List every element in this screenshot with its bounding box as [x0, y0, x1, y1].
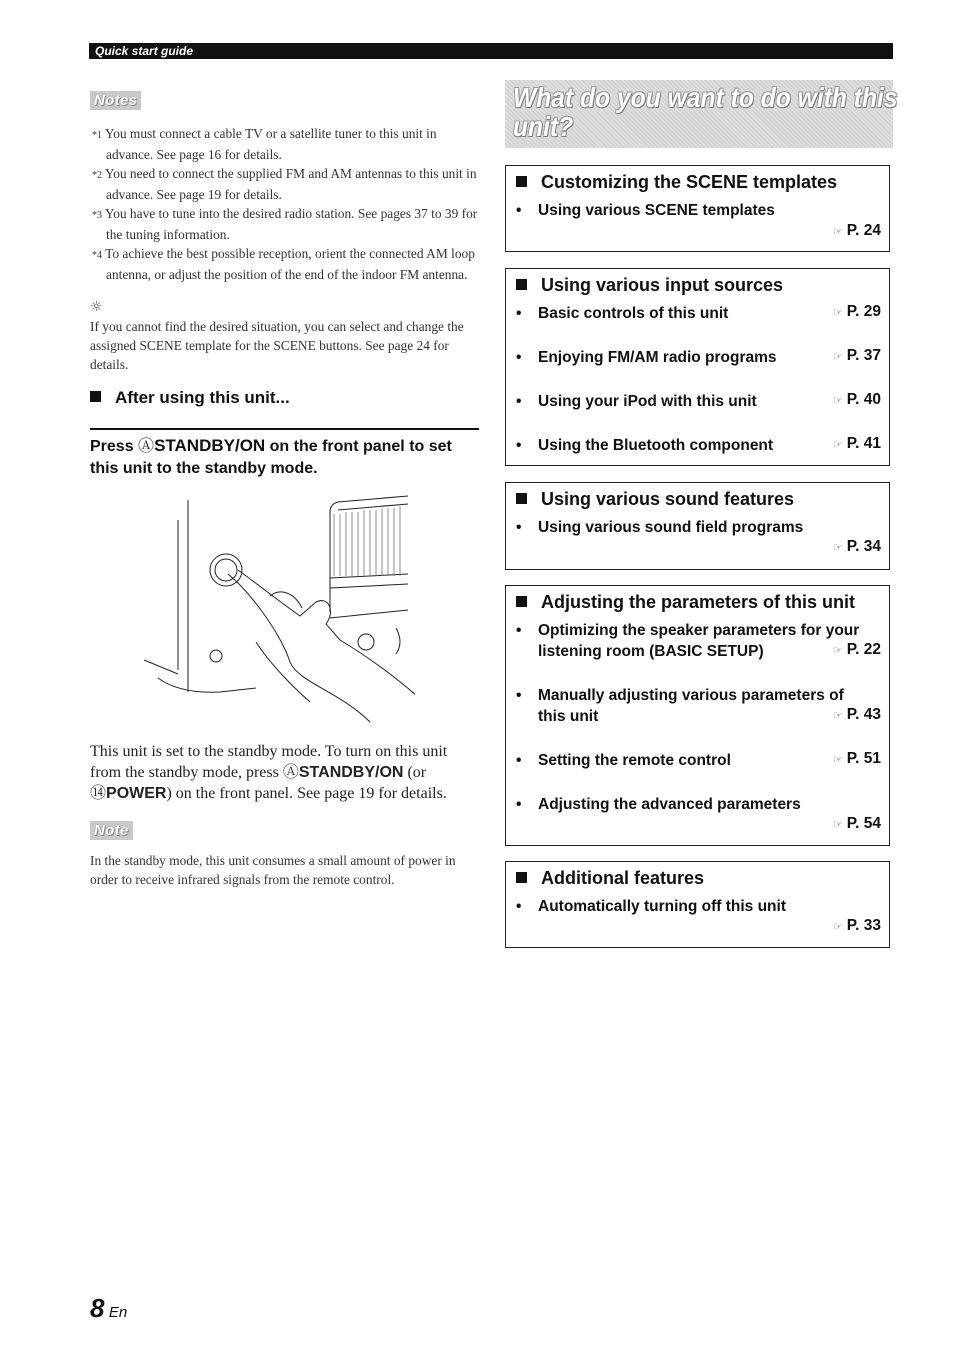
section-heading: Adjusting the parameters of this unit [516, 592, 855, 613]
bullet-icon: • [516, 898, 522, 915]
page-ref[interactable]: ☞ P. 22 [832, 641, 881, 658]
bullet-icon: • [516, 393, 522, 410]
page-title-banner [505, 80, 898, 148]
section-label: Quick start guide [95, 44, 194, 58]
page-ref[interactable]: ☞ P. 40 [832, 391, 881, 408]
note-item: *2 You need to connect the supplied FM and AM antennas to this unit in advance. See page 19 for details. [92, 166, 477, 202]
page-number: 8 En [90, 1293, 128, 1323]
tip-block [90, 298, 480, 374]
square-bullet-icon [90, 391, 101, 402]
tip-text: If you cannot find the desired situation, you can select and change the assigned SCENE template for the SCENE buttons. See page 24 for details. [90, 319, 464, 372]
note-item: *1 You must connect a cable TV or a satellite tuner to this unit in advance. See page 16 for details. [92, 126, 437, 162]
pointing-hand-icon: ☞ [832, 350, 843, 363]
bullet-icon: • [516, 202, 522, 219]
bullet-icon: • [516, 519, 522, 536]
page-title: What do you want to do with this unit? [513, 82, 898, 142]
list-item: • Using various sound field programs [516, 519, 804, 536]
receiver-front-panel-illustration [140, 492, 415, 732]
pointing-hand-icon: ☞ [832, 753, 843, 766]
section-box-input-sources [505, 268, 890, 466]
list-item: • Basic controls of this unit [516, 305, 729, 322]
section-header-bar [89, 43, 893, 59]
note-item: *3 You have to tune into the desired radio station. See pages 37 to 39 for the tuning information. [92, 206, 478, 242]
page-ref[interactable]: ☞ P. 41 [832, 435, 881, 452]
page-ref[interactable]: ☞ P. 24 [832, 222, 881, 239]
standby-note-text: In the standby mode, this unit consumes a small amount of power in order to receive infrared signals from the remote control. [90, 853, 456, 887]
page-ref[interactable]: ☞ P. 51 [832, 750, 881, 767]
standby-instruction: Press ⒶSTANDBY/ON on the front panel to set this unit to the standby mode. [90, 436, 452, 477]
after-using-heading: After using this unit... [90, 388, 290, 408]
list-item: • Enjoying FM/AM radio programs [516, 349, 777, 366]
bullet-icon: • [516, 437, 522, 454]
section-box-scene [505, 165, 890, 252]
section-heading: Customizing the SCENE templates [516, 172, 837, 193]
pointing-hand-icon: ☞ [832, 394, 843, 407]
list-item: • Using the Bluetooth component [516, 437, 774, 454]
section-box-parameters [505, 585, 890, 846]
notes-list [92, 124, 480, 284]
bullet-icon: • [516, 796, 522, 813]
list-item: • Optimizing the speaker parameters for your listening room (BASIC SETUP) [516, 622, 860, 660]
section-box-additional [505, 861, 890, 948]
list-item: • Using various SCENE templates [516, 202, 775, 219]
bullet-icon: • [516, 752, 522, 769]
pointing-hand-icon: ☞ [832, 644, 843, 657]
pointing-hand-icon: ☞ [832, 438, 843, 451]
section-heading: Using various input sources [516, 275, 783, 296]
notes-tag: Notes [90, 91, 141, 110]
page-ref[interactable]: ☞ P. 29 [832, 303, 881, 320]
heading-rule [90, 428, 479, 430]
list-item: • Setting the remote control [516, 752, 731, 769]
section-heading: Using various sound features [516, 489, 794, 510]
note-item: *4 To achieve the best possible reception, orient the connected AM loop antenna, or adjust the position of the end of the indoor FM antenna. [92, 246, 475, 282]
bullet-icon: • [516, 305, 522, 322]
list-item: • Adjusting the advanced parameters [516, 796, 801, 813]
pointing-hand-icon: ☞ [832, 818, 843, 831]
section-box-sound-features [505, 482, 890, 570]
pointing-hand-icon: ☞ [832, 225, 843, 238]
list-item: • Manually adjusting various parameters of this unit [516, 687, 844, 725]
page-ref[interactable]: ☞ P. 54 [832, 815, 881, 832]
section-heading: Additional features [516, 868, 704, 889]
bullet-icon: • [516, 349, 522, 366]
standby-body-text: This unit is set to the standby mode. To turn on this unit from the standby mode, press ⒶSTANDBY/ON (or ⑭POWER) on the front panel. See page 19 for details. [90, 743, 448, 802]
pointing-hand-icon: ☞ [832, 920, 843, 933]
note-tag: Note [90, 821, 133, 840]
bullet-icon: • [516, 687, 522, 704]
page-ref[interactable]: ☞ P. 37 [832, 347, 881, 364]
page-ref[interactable]: ☞ P. 43 [832, 706, 881, 723]
pointing-hand-icon: ☞ [832, 709, 843, 722]
list-item: • Using your iPod with this unit [516, 393, 757, 410]
list-item: • Automatically turning off this unit [516, 898, 786, 915]
page-ref[interactable]: ☞ P. 34 [832, 538, 881, 555]
pointing-hand-icon: ☞ [832, 541, 843, 554]
hint-icon: ☼ [90, 299, 103, 315]
bullet-icon: • [516, 622, 522, 639]
page-ref[interactable]: ☞ P. 33 [832, 917, 881, 934]
pointing-hand-icon: ☞ [832, 306, 843, 319]
